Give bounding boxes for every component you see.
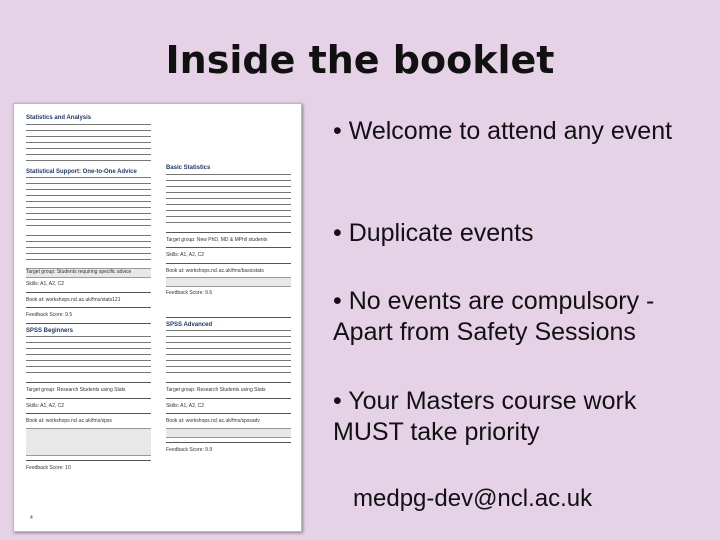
page-number: 4 bbox=[30, 515, 33, 521]
booklet-line: Feedback Score: 9.9 bbox=[166, 446, 213, 453]
booklet-line: Skills: A1, A2, C2 bbox=[26, 281, 65, 287]
booklet-line: Target group: Research Students using Stats bbox=[166, 387, 266, 393]
slide-title: Inside the booklet bbox=[165, 38, 555, 82]
booklet-line: Book at: workshops.ncl.ac.uk/fms/basicstats bbox=[166, 267, 264, 274]
booklet-line: Skills: A1, A2, C2 bbox=[26, 402, 65, 409]
bullet-duplicate: • Duplicate events bbox=[333, 219, 534, 247]
booklet-page-image bbox=[13, 103, 302, 532]
booklet-line: Feedback Score: 9.6 bbox=[166, 290, 213, 296]
booklet-line: Book at: workshops.ncl.ac.uk/fms/stats121 bbox=[26, 296, 121, 303]
booklet-heading: Statistics and Analysis bbox=[26, 115, 92, 121]
booklet-line: Feedback Score: 10 bbox=[26, 464, 71, 471]
booklet-line: Target group: Research Students using Stats bbox=[26, 387, 126, 393]
booklet-line: Feedback Score: 9.5 bbox=[26, 312, 73, 318]
booklet-line: Target group: Students requiring specific advice bbox=[26, 268, 151, 278]
booklet-heading: Basic Statistics bbox=[166, 165, 211, 171]
bullet-compulsory: • No events are compulsory -Apart from Safety Sessions bbox=[333, 287, 655, 346]
booklet-line: Book at: workshops.ncl.ac.uk/fms/spss bbox=[26, 418, 112, 424]
booklet-line: Book at: workshops.ncl.ac.uk/fms/spssadv bbox=[166, 418, 260, 424]
booklet-line: Skills: A1, A2, C2 bbox=[166, 402, 205, 409]
booklet-heading: Statistical Support: One-to-One Advice bbox=[26, 168, 137, 175]
contact-email: medpg-dev@ncl.ac.uk bbox=[353, 485, 593, 512]
booklet-line: Skills: A1, A2, C2 bbox=[166, 252, 205, 258]
booklet-right-column bbox=[166, 112, 291, 453]
booklet-left-column bbox=[26, 112, 151, 471]
booklet-line: Target group: New PhD, MD & MPhil students bbox=[166, 236, 268, 243]
booklet-heading: SPSS Advanced bbox=[166, 321, 213, 328]
bullet-coursework: • Your Masters course work MUST take priority bbox=[333, 387, 637, 446]
booklet-heading: SPSS Beginners bbox=[26, 327, 74, 334]
bullet-welcome: • Welcome to attend any event bbox=[333, 117, 673, 145]
